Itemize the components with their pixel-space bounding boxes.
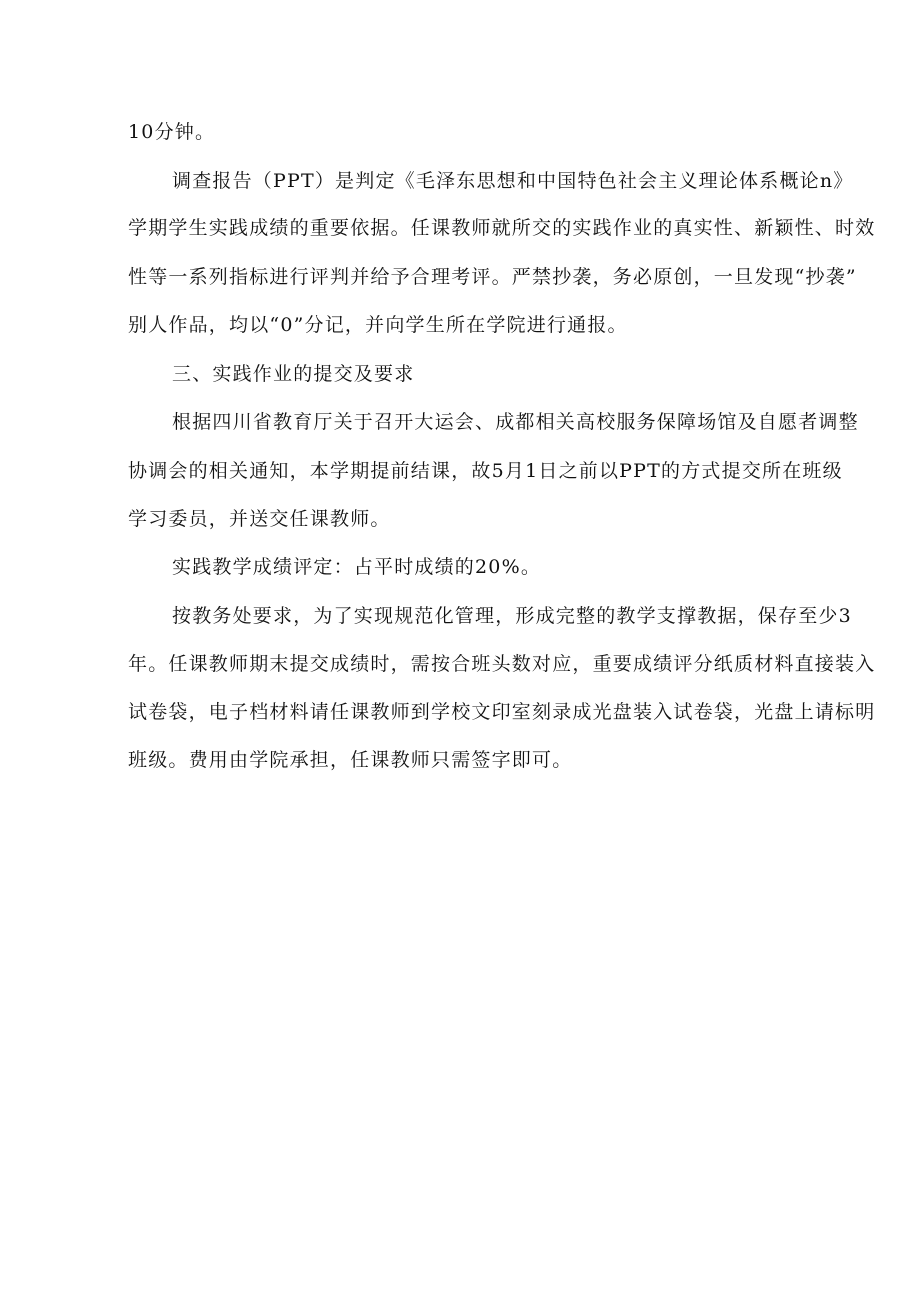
submission-paragraph-line-1: 根据四川省教育厅关于召开大运会、成都相关高校服务保障场馆及自愿者调整	[172, 411, 859, 433]
report-paragraph-line-3: 性等一系列指标进行评判并给予合理考评。严禁抄袭，务必原创，一旦发现“抄袭”	[128, 266, 857, 288]
continuation-line: 10分钟。	[128, 121, 216, 143]
archive-paragraph-line-2: 年。任课教师期末提交成绩时，需按合班头数对应，重要成绩评分纸质材料直接装入	[128, 653, 876, 675]
archive-paragraph-line-4: 班级。费用由学院承担，任课教师只需签字即可。	[128, 749, 573, 771]
archive-paragraph-line-3: 试卷袋，电子档材料请任课教师到学校文印室刻录成光盘装入试卷袋，光盘上请标明	[128, 701, 876, 723]
report-paragraph-line-4: 别人作品，均以“0”分记，并向学生所在学院进行通报。	[128, 314, 628, 336]
archive-paragraph-line-1: 按教务处要求，为了实现规范化管理，形成完整的教学支撑教据，保存至少3	[172, 605, 852, 627]
submission-paragraph-line-3: 学习委员，并送交任课教师。	[128, 508, 391, 530]
grading-line: 实践教学成绩评定：占平时成绩的20%。	[172, 556, 542, 578]
section-heading: 三、实践作业的提交及要求	[172, 363, 415, 385]
report-paragraph-line-1: 调查报告（PPT）是判定《毛泽东思想和中国特色社会主义理论体系概论n》	[172, 170, 854, 192]
report-paragraph-line-2: 学期学生实践成绩的重要依据。任课教师就所交的实践作业的真实性、新颖性、时效	[128, 217, 876, 239]
submission-paragraph-line-2: 协调会的相关通知，本学期提前结课，故5月1日之前以PPT的方式提交所在班级	[128, 460, 843, 482]
